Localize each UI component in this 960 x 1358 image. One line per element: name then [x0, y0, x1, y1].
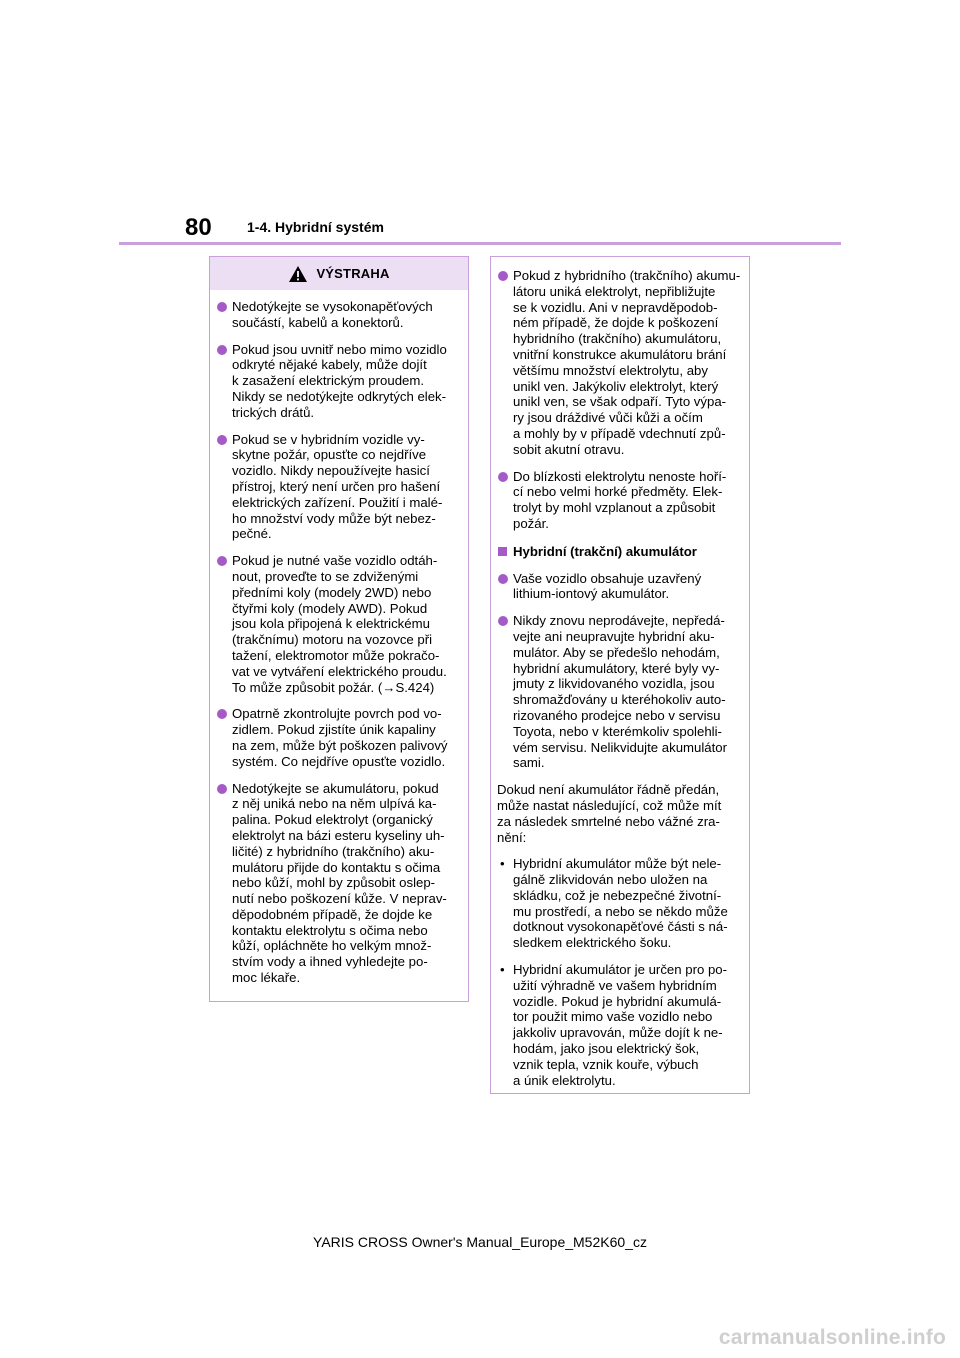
text-line: unikl ven. Jakýkoliv elektrolyt, který	[513, 378, 719, 394]
bullet-dot-icon	[498, 574, 508, 584]
text-line: sobit akutní otravu.	[513, 441, 625, 457]
text-line: ličité) z hybridního (trakčního) aku-	[232, 843, 435, 859]
text-line: moc lékaře.	[232, 970, 301, 986]
text-line: Nedotýkejte se vysokonapěťových	[232, 299, 433, 314]
text-line: kůží, opláchněte ho velkým množ-	[232, 938, 432, 954]
text-line: tor použit mimo vaše vozidlo nebo	[513, 1009, 713, 1025]
bullet-dot-icon	[217, 556, 227, 566]
text-line: čtyřmi koly (modely AWD). Pokud	[232, 600, 428, 616]
text-line: nout, proveďte to se zdviženými	[232, 568, 419, 584]
list-item-text	[232, 299, 464, 331]
right-items-top	[497, 268, 745, 532]
text-line: hodám, jako jsou elektrický šok,	[513, 1041, 700, 1057]
text-line: většímu množství elektrolytu, aby	[513, 362, 708, 378]
text-line: a mohly by v případě vdechnutí způ-	[513, 425, 726, 441]
text-line: Do blízkosti elektrolytu nenoste hoří-	[513, 468, 727, 484]
subheading-hybrid-battery	[497, 544, 745, 560]
bullet-dot-icon	[498, 271, 508, 281]
text-line: hybridního (trakčního) akumulátoru,	[513, 331, 722, 347]
list-item	[216, 299, 464, 331]
text-line: (trakčnímu) motoru na vozovce při	[232, 632, 433, 648]
text-line: může nastat následující, což může mít	[497, 797, 722, 813]
text-line: ry jsou dráždivé vůči kůži a očím	[513, 410, 703, 426]
text-line: stvím vody a ihned vyhledejte po-	[232, 954, 428, 970]
warning-box-left	[209, 256, 469, 1002]
list-item-text	[232, 432, 464, 543]
text-line: užití výhradně ve vašem hybridním	[513, 977, 717, 993]
list-item-text	[232, 553, 464, 695]
text-line: požár.	[513, 515, 549, 531]
text-line: mulátor. Aby se předešlo nehodám,	[513, 644, 720, 660]
text-line: vejte ani neupravujte hybridní aku-	[513, 628, 715, 644]
list-item	[216, 432, 464, 543]
text-line: vznik tepla, vznik kouře, výbuch	[513, 1056, 699, 1072]
warning-content-right	[491, 257, 749, 1088]
list-item	[216, 706, 464, 769]
text-line: nutí nebo poškození kůže. V neprav-	[232, 891, 447, 907]
text-line: zidlem. Pokud zjistíte únik kapaliny	[232, 722, 436, 738]
text-line: skytne požár, opusťte co nejdříve	[232, 447, 427, 463]
text-line: dotknout vysokonapěťové části s ná-	[513, 919, 728, 935]
text-line: gálně zlikvidován nebo uložen na	[513, 872, 708, 888]
bullet-dot-icon	[498, 472, 508, 482]
text-line: shromažďovány u kteréhokoliv auto-	[513, 692, 726, 708]
list-item	[497, 268, 745, 458]
text-line: Opatrně zkontrolujte povrch pod vo-	[232, 706, 442, 722]
dash-list	[497, 856, 745, 1088]
text-line: jakkoliv upravován, může dojít k ne-	[513, 1025, 723, 1041]
bullet-dot-icon	[498, 616, 508, 626]
warning-content-left	[210, 299, 468, 986]
text-line: ho množství vody může být nebez-	[232, 510, 436, 526]
footer-text: YARIS CROSS Owner's Manual_Europe_M52K60_cz	[313, 1234, 647, 1250]
dash-list-item	[497, 856, 745, 951]
text-line: systém. Co nejdříve opusťte vozidlo.	[232, 753, 446, 769]
bullet-mark: •	[500, 856, 505, 872]
right-items-bottom	[497, 571, 745, 772]
list-item	[497, 613, 745, 771]
text-line: tažení, elektromotor může pokračo-	[232, 647, 440, 663]
text-line: součástí, kabelů a konektorů.	[232, 314, 404, 330]
subheading-text: Hybridní (trakční) akumulátor	[513, 543, 697, 559]
text-line: na zem, může být poškozen palivový	[232, 737, 448, 753]
text-line: Pokud je nutné vaše vozidlo odtáh-	[232, 553, 438, 569]
bullet-dot-icon	[217, 784, 227, 794]
watermark: carmanualsonline.info	[718, 1326, 946, 1349]
text-line: elektrolyt na bázi esteru kyseliny uh-	[232, 827, 445, 843]
list-item	[216, 342, 464, 421]
text-line: přístroj, který není určen pro hašení	[232, 478, 441, 494]
text-line: cí nebo velmi horké předměty. Elek-	[513, 484, 723, 500]
text-line: nění:	[497, 829, 527, 845]
text-line: To může způsobit požár. (→S.424)	[232, 679, 435, 695]
text-line: unikl ven, se však odpaří. Tyto výpa-	[513, 394, 727, 410]
list-item-text	[513, 571, 745, 603]
text-line: lithium-iontový akumulátor.	[513, 586, 670, 602]
text-line: kontaktu elektrolytu s očima nebo	[232, 922, 428, 938]
text-line: jsou kola připojená k elektrickému	[232, 616, 430, 632]
text-line: nebo kůží, mohl by způsobit oslep-	[232, 875, 436, 891]
list-item-text	[513, 613, 745, 771]
text-line: Dokud není akumulátor řádně předán,	[497, 782, 720, 798]
list-item	[497, 571, 745, 603]
text-line: Toyota, nebo v kterémkoliv spolehli-	[513, 723, 722, 739]
list-item	[216, 553, 464, 695]
text-line: vozidle. Pokud je hybridní akumulá-	[513, 993, 722, 1009]
text-line: vnitřní konstrukce akumulátoru brání	[513, 346, 727, 362]
square-bullet-icon	[498, 547, 507, 556]
bullet-dot-icon	[217, 435, 227, 445]
text-line: palina. Pokud elektrolyt (organický	[232, 812, 433, 828]
section-title: 1-4. Hybridní systém	[247, 219, 384, 235]
dash-list-item	[497, 962, 745, 1088]
text-line: Pokud se v hybridním vozidle vy-	[232, 431, 425, 447]
page-number: 80	[185, 214, 212, 241]
text-line: jmuty z likvidovaného vozidla, jsou	[513, 676, 715, 692]
list-item-text	[232, 706, 464, 769]
dash-item-text	[513, 856, 745, 951]
text-line: elektrických zařízení. Použití i malé-	[232, 494, 443, 510]
text-line: odkryté nějaké kabely, může dojít	[232, 357, 427, 373]
text-line: Pokud z hybridního (trakčního) akumu-	[513, 268, 741, 283]
text-line: Hybridní akumulátor je určen pro po-	[513, 962, 728, 978]
list-item	[216, 781, 464, 986]
bullet-mark: •	[500, 962, 505, 978]
text-line: sledkem elektrického šoku.	[513, 935, 672, 951]
bullet-dot-icon	[217, 709, 227, 719]
text-line: vat ve vytváření elektrického proudu.	[232, 663, 447, 679]
warning-box-right	[490, 256, 750, 1094]
text-line: Pokud jsou uvnitř nebo mimo vozidlo	[232, 341, 447, 357]
text-line: skládku, což je nebezpečné životní-	[513, 887, 722, 903]
text-line: předními koly (modely 2WD) nebo	[232, 584, 432, 600]
warning-triangle-icon	[288, 265, 308, 283]
text-line: hybridní akumulátory, které byly vy-	[513, 660, 720, 676]
text-line: trolyt by mohl vzplanout a způsobit	[513, 500, 716, 516]
text-line: a únik elektrolytu.	[513, 1072, 616, 1088]
text-line: děpodobném případě, že dojde ke	[232, 906, 433, 922]
warning-header	[210, 257, 468, 290]
text-line: z něj uniká nebo na něm ulpívá ka-	[232, 796, 437, 812]
text-line: pečné.	[232, 526, 272, 542]
list-item-text	[232, 781, 464, 986]
text-line: trických drátů.	[232, 404, 315, 420]
text-line: ném případě, že dojde k poškození	[513, 315, 719, 331]
text-line: Nikdy znovu neprodávejte, nepředá-	[513, 613, 725, 629]
header-rule	[119, 242, 841, 245]
text-line: za následek smrtelné nebo vážné zra-	[497, 813, 720, 829]
paragraph	[497, 782, 745, 845]
list-item-text	[232, 342, 464, 421]
text-line: Vaše vozidlo obsahuje uzavřený	[513, 570, 702, 586]
text-line: rizovaného prodejce nebo v servisu	[513, 707, 721, 723]
text-line: mulátoru přijde do kontaktu s očima	[232, 859, 441, 875]
text-line: látoru uniká elektrolyt, nepřibližujte	[513, 283, 716, 299]
bullet-dot-icon	[217, 345, 227, 355]
text-line: Nedotýkejte se akumulátoru, pokud	[232, 780, 439, 796]
dash-item-text	[513, 962, 745, 1088]
text-line: vozidlo. Nikdy nepoužívejte hasicí	[232, 463, 430, 479]
text-line: se k vozidlu. Ani v nepravděpodob-	[513, 299, 718, 315]
text-line: vém servisu. Nelikvidujte akumulátor	[513, 739, 728, 755]
text-line: sami.	[513, 755, 545, 771]
text-line: k zasažení elektrickým proudem.	[232, 373, 425, 389]
warning-heading: VÝSTRAHA	[316, 266, 390, 281]
text-line: mu prostředí, a nebo se někdo může	[513, 903, 728, 919]
list-item	[497, 469, 745, 532]
list-item-text	[513, 268, 745, 458]
list-item-text	[513, 469, 745, 532]
text-line: Hybridní akumulátor může být nele-	[513, 856, 722, 872]
bullet-dot-icon	[217, 302, 227, 312]
text-line: Nikdy se nedotýkejte odkrytých elek-	[232, 388, 447, 404]
